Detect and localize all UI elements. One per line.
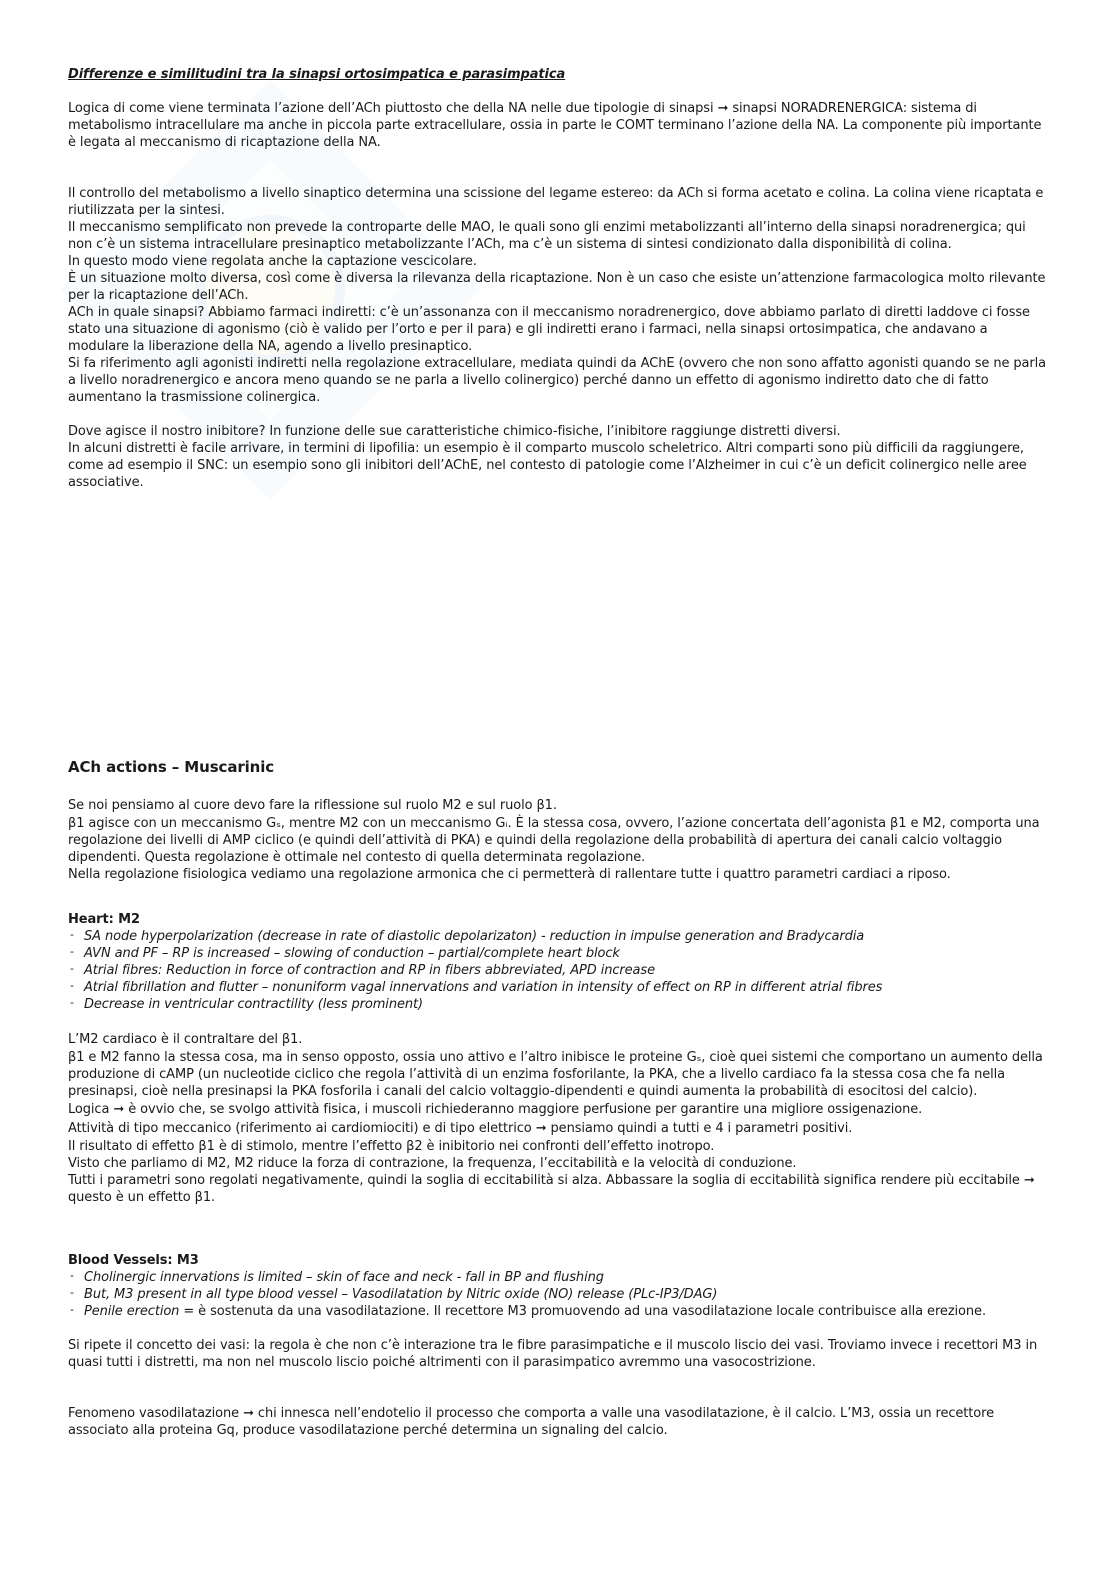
paragraph: Visto che parliamo di M2, M2 riduce la forza di contrazione, la frequenza, l’eccitabilità e la velocità di conduzione. <box>68 1156 797 1171</box>
vessels-bullet-list <box>68 1269 1052 1320</box>
list-item-italic: Penile erection <box>84 1304 180 1319</box>
paragraph: Fenomeno vasodilatazione ➞ chi innesca nell’endotelio il processo che comporta a valle una vasodilatazione, è il calcio. L’M3, ossia un recettore associato alla proteina Gq, produce vasodilatazione perché determina un signaling del calcio. <box>68 1406 995 1438</box>
document-content <box>68 66 1052 1439</box>
paragraph: Dove agisce il nostro inibitore? In funzione delle sue caratteristiche chimico-fisiche, l’inibitore raggiunge distretti diversi. <box>68 424 841 439</box>
paragraph: Il meccanismo semplificato non prevede la controparte delle MAO, le quali sono gli enzimi metabolizzanti all’interno della sinapsi noradrenergica; qui non c’è un sistema intracellulare presinaptico metabolizzante l’ACh, ma c’è un sistema di sintesi condizionato dalla disponibilità di colina. <box>68 220 1026 252</box>
paragraph: Logica di come viene terminata l’azione dell’ACh piuttosto che della NA nelle due tipologie di sinapsi ➞ sinapsi NORADRENERGICA: sistema di metabolismo intracellulare ma anche in piccola parte extracellulare, ossia in parte le COMT terminano l’azione della NA. La componente più importante è legata al meccanismo di ricaptazione della NA. <box>68 101 1042 150</box>
list-item: - Atrial fibrillation and flutter – nonuniform vagal innervations and variation in intensity of effect on RP in different atrial fibres <box>68 979 1052 996</box>
paragraph: Si fa riferimento agli agonisti indiretti nella regolazione extracellulare, mediata quindi da AChE (ovvero che non sono affatto agonisti quando se ne parla a livello noradrenergico e ancora meno quando se ne parla a livello colinergico) perché danno un effetto di agonismo indiretto dato che di fatto aumentano la trasmissione colinergica. <box>68 356 1047 405</box>
paragraph: Si ripete il concetto dei vasi: la regola è che non c’è interazione tra le fibre parasimpatiche e il muscolo liscio dei vasi. Troviamo invece i recettori M3 in quasi tutti i distretti, ma non nel muscolo liscio poiché altrimenti con il parasimpatico avremmo una vasocostrizione. <box>68 1338 1038 1370</box>
paragraph: In alcuni distretti è facile arrivare, in termini di lipofilia: un esempio è il comparto muscolo scheletrico. Altri comparti sono più difficili da raggiungere, come ad esempio il SNC: un esempio sono gli inibitori dell’AChE, nel contesto di patologie come l’Alzheimer in cui c’è un deficit colinergico nelle aree associative. <box>68 441 1027 490</box>
section-title-ortho-para: Differenze e similitudini tra la sinapsi ortosimpatica e parasimpatica <box>68 67 566 82</box>
paragraph: Attività di tipo meccanico (riferimento ai cardiomiociti) e di tipo elettrico ➞ pensiamo quindi a tutti e 4 i parametri positivi. <box>68 1121 853 1136</box>
paragraph: ACh in quale sinapsi? Abbiamo farmaci indiretti: c’è un’assonanza con il meccanismo noradrenergico, dove abbiamo parlato di diretti laddove ci fosse stato una situazione di agonismo (ciò è valido per l’orto e per il para) e gli indiretti erano i farmaci, nella sinapsi ortosimpatica, che andavano a modulare la liberazione della NA, agendo a livello presinaptico. <box>68 305 1030 354</box>
paragraph: β1 agisce con un meccanismo Gₛ, mentre M2 con un meccanismo Gᵢ. È la stessa cosa, ovvero, l’azione concertata dell’agonista β1 e M2, comporta una regolazione dei livelli di AMP ciclico (e quindi dell’attività di PKA) e quindi della regolazione della probabilità di apertura dei canali calcio voltaggio dipendenti. Questa regolazione è ottimale nel contesto di quella determinata regolazione. <box>68 816 1040 865</box>
heart-bullet-list <box>68 928 1052 1013</box>
subheading-blood-vessels-m3: Blood Vessels: M3 <box>68 1253 199 1268</box>
paragraph: Il risultato di effetto β1 è di stimolo, mentre l’effetto β2 è inibitorio nei confronti dell’effetto inotropo. <box>68 1139 715 1154</box>
list-item: - Decrease in ventricular contractility (less prominent) <box>68 996 1052 1013</box>
paragraph: È un situazione molto diversa, così come è diversa la rilevanza della ricaptazione. Non è un caso che esiste un’attenzione farmacologica molto rilevante per la ricaptazione dell’ACh. <box>68 271 1046 303</box>
paragraph: Il controllo del metabolismo a livello sinaptico determina una scissione del legame estereo: da ACh si forma acetato e colina. La colina viene ricaptata e riutilizzata per la sintesi. <box>68 186 1044 218</box>
paragraph: Se noi pensiamo al cuore devo fare la riflessione sul ruolo M2 e sul ruolo β1. <box>68 798 557 813</box>
list-item: - AVN and PF – RP is increased – slowing of conduction – partial/complete heart block <box>68 945 1052 962</box>
list-item: - But, M3 present in all type blood vessel – Vasodilatation by Nitric oxide (NO) release (PLc-IP3/DAG) <box>68 1286 1052 1303</box>
paragraph: In questo modo viene regolata anche la captazione vescicolare. <box>68 254 477 269</box>
paragraph: Nella regolazione fisiologica vediamo una regolazione armonica che ci permetterà di rallentare tutte i quattro parametri cardiaci a riposo. <box>68 867 951 882</box>
paragraph: Tutti i parametri sono regolati negativamente, quindi la soglia di eccitabilità si alza. Abbassare la soglia di eccitabilità significa rendere più eccitabile ➞ questo è un effetto β1. <box>68 1173 1035 1205</box>
list-item: - Cholinergic innervations is limited – skin of face and neck - fall in BP and flushing <box>68 1269 1052 1286</box>
paragraph: L’M2 cardiaco è il contraltare del β1. <box>68 1032 303 1047</box>
list-item <box>68 1303 1052 1320</box>
paragraph: Logica ➞ è ovvio che, se svolgo attività fisica, i muscoli richiederanno maggiore perfusione per garantire una migliore ossigenazione. <box>68 1102 923 1117</box>
subheading-heart-m2: Heart: M2 <box>68 912 140 927</box>
list-item-text: = è sostenuta da una vasodilatazione. Il recettore M3 promuovendo ad una vasodilatazione locale contribuisce alla erezione. <box>179 1304 986 1319</box>
paragraph: β1 e M2 fanno la stessa cosa, ma in senso opposto, ossia uno attivo e l’altro inibisce le proteine Gₛ, cioè quei sistemi che comportano un aumento della produzione di cAMP (un nucleotide ciclico che regola l’attività di un enzima fosforilante, la PKA, che a livello cardiaco fa la stessa cosa che fa nella presinapsi, cioè nella presinapsi la PKA fosforila i canali del calcio voltaggio-dipendenti e quindi aumenta la probabilità di esocitosi del calcio). <box>68 1050 1043 1099</box>
list-item: - SA node hyperpolarization (decrease in rate of diastolic depolarizaton) - reduction in impulse generation and Bradycardia <box>68 928 1052 945</box>
list-item: - Atrial fibres: Reduction in force of contraction and RP in fibers abbreviated, APD increase <box>68 962 1052 979</box>
section-heading-ach-muscarinic: ACh actions – Muscarinic <box>68 758 275 776</box>
